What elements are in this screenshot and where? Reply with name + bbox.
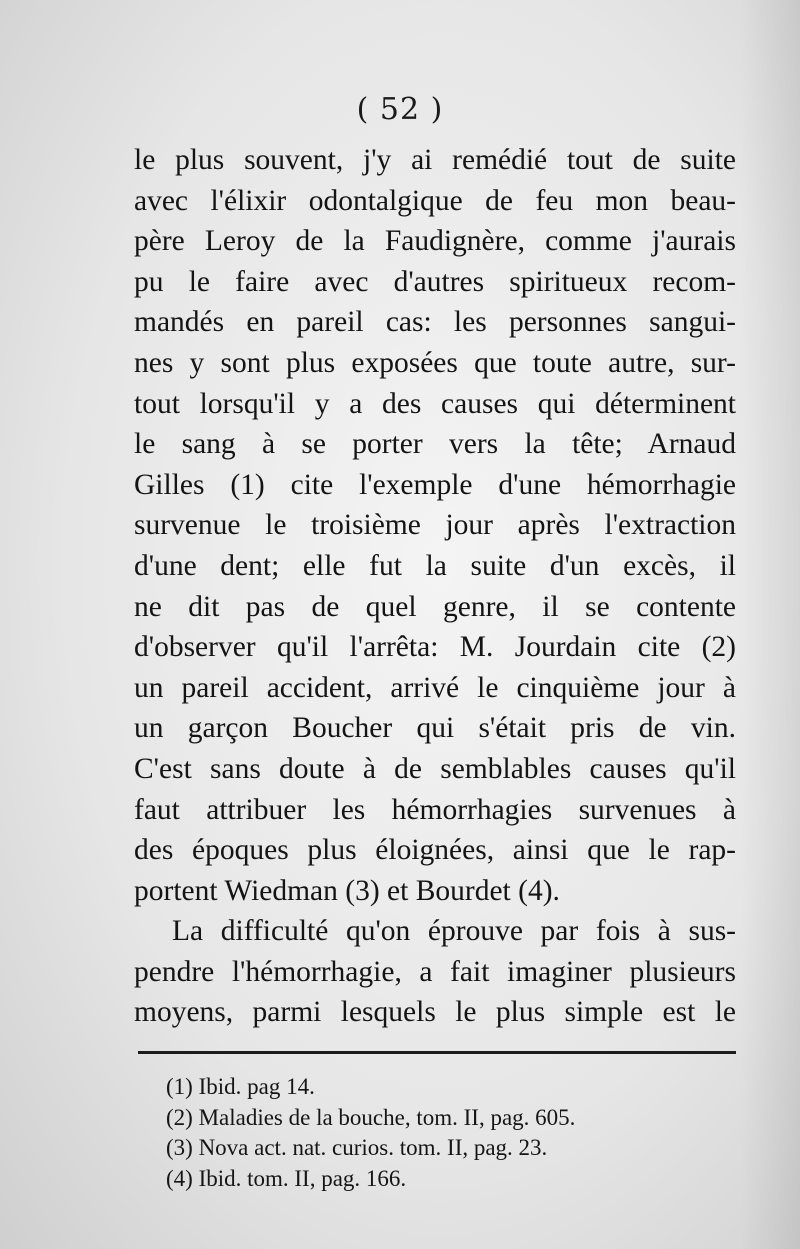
footnote: (4) Ibid. tom. II, pag. 166. (166, 1165, 407, 1191)
text-line: survenue le troisième jour après l'extraction (134, 509, 736, 542)
text-line: le sang à se porter vers la tête; Arnaud (134, 428, 736, 461)
text-line: nes y sont plus exposées que toute autre, sur- (134, 346, 736, 379)
text-line: d'observer qu'il l'arrêta: M. Jourdain cite (2) (134, 631, 736, 664)
footnote-divider (138, 1051, 736, 1054)
text-line: portent Wiedman (3) et Bourdet (4). (134, 874, 560, 907)
text-line: pendre l'hémorrhagie, a fait imaginer plusieurs (134, 955, 736, 988)
text-line: avec l'élixir odontalgique de feu mon beau- (134, 184, 736, 217)
text-line: père Leroy de la Faudignère, comme j'aurais (134, 225, 736, 258)
text-line: un garçon Boucher qui s'était pris de vin. (134, 712, 736, 745)
footnote: (2) Maladies de la bouche, tom. II, pag. 605. (166, 1104, 576, 1130)
body-text (134, 140, 736, 1033)
footnotes (166, 1072, 726, 1194)
text-line: d'une dent; elle fut la suite d'un excès, il (134, 549, 736, 582)
text-line: faut attribuer les hémorrhagies survenues à (134, 793, 736, 826)
text-line: mandés en pareil cas: les personnes sangui- (134, 306, 736, 339)
text-line: moyens, parmi lesquels le plus simple est le (134, 996, 736, 1029)
footnote: (1) Ibid. pag 14. (166, 1074, 315, 1099)
page-number: ( 52 ) (356, 92, 444, 127)
text-line: tout lorsqu'il y a des causes qui déterminent (134, 387, 736, 420)
text-line: des époques plus éloignées, ainsi que le rap- (134, 834, 736, 867)
text-line: pu le faire avec d'autres spiritueux recom- (134, 265, 736, 298)
text-line: ne dit pas de quel genre, il se contente (134, 590, 736, 623)
text-line: Gilles (1) cite l'exemple d'une hémorrhagie (134, 468, 736, 501)
text-line: un pareil accident, arrivé le cinquième jour à (134, 671, 736, 704)
page-edge-shadow (740, 0, 800, 1249)
footnote: (3) Nova act. nat. curios. tom. II, pag. 23. (166, 1135, 548, 1160)
text-line: le plus souvent, j'y ai remédié tout de suite (134, 144, 736, 176)
text-line: C'est sans doute à de semblables causes qu'il (134, 752, 736, 785)
text-line: La difficulté qu'on éprouve par fois à sus- (172, 915, 736, 948)
